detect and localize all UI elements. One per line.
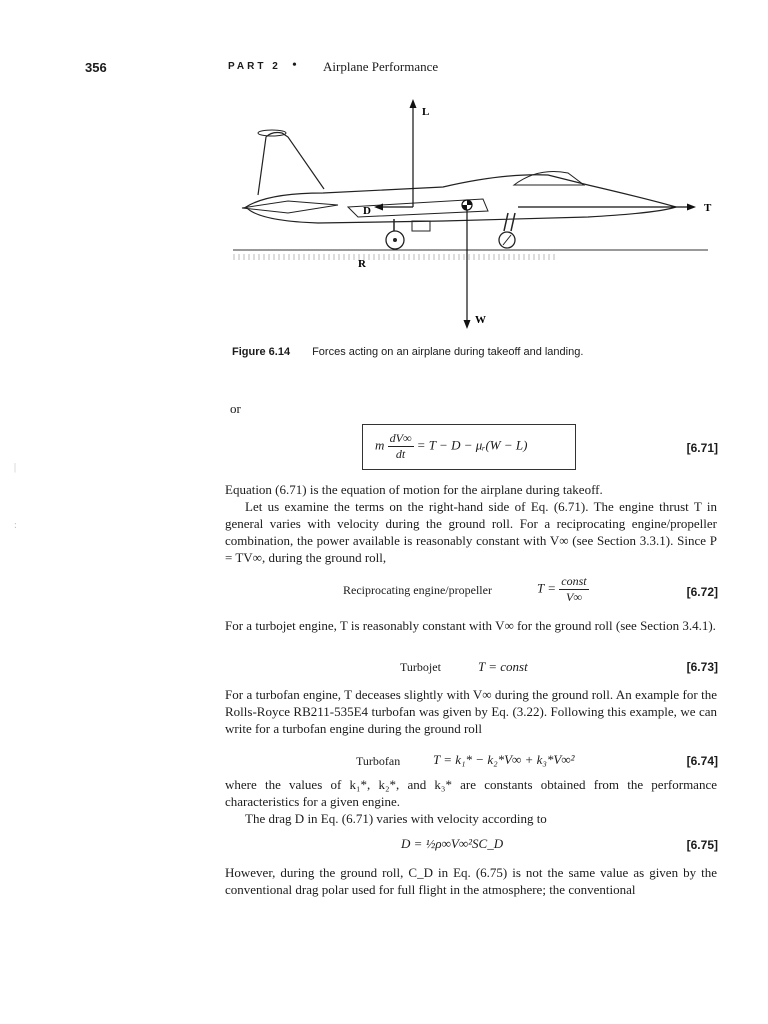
- drag-label: D: [363, 205, 371, 217]
- eq672-number: [6.72]: [686, 585, 718, 599]
- eq674-number: [6.74]: [686, 754, 718, 768]
- airplane-tail: [258, 133, 324, 196]
- equation-6-71-box: [362, 424, 576, 470]
- paragraph-2: Let us examine the terms on the right-hand side of Eq. (6.71). The engine thrust T in general varies with velocity during the ground roll. For a reciprocating engine/propeller combination, the power available is reasonably constant with V∞ (see Section 3.3.1). Since P = TV∞, during the ground roll,: [225, 499, 717, 565]
- eq673-expression: T = const: [478, 659, 528, 674]
- margin-mark: |: [14, 462, 17, 473]
- margin-mark: :: [14, 520, 17, 531]
- running-title: Airplane Performance: [323, 59, 439, 74]
- paragraph-3: For a turbojet engine, T is reasonably constant with V∞ for the ground roll (see Section 3.4.1).: [225, 618, 716, 633]
- paragraph-7: However, during the ground roll, C_D in Eq. (6.75) is not the same value as given by the conventional drag polar used for full flight in the atmosphere; the conventional: [225, 865, 717, 897]
- eq672-expression: T = $\frac{\text{const}}{V\infty}$: [537, 574, 587, 604]
- eq674-label: Turbofan: [356, 754, 401, 768]
- figure-airplane-forces: [228, 95, 728, 335]
- caption-text: Forces acting on an airplane during takeoff and landing.: [312, 346, 584, 358]
- airplane-fuselage: [246, 175, 676, 223]
- eq673-label: Turbojet: [400, 660, 441, 674]
- page-number: 356: [85, 60, 107, 75]
- or-text: or: [230, 401, 241, 416]
- caption-number: Figure 6.14: [232, 346, 291, 358]
- eq674-expression: T = k₁* − k₂*V∞ + k₃*V∞²: [433, 752, 575, 767]
- paragraph-6: The drag D in Eq. (6.71) varies with velocity according to: [245, 811, 547, 826]
- paragraph-1: Equation (6.71) is the equation of motion for the airplane during takeoff.: [225, 482, 603, 497]
- paragraph-4: For a turbofan engine, T deceases slightly with V∞ during the ground roll. An example for the Rolls-Royce RB211-535E4 turbofan was given by Eq. (3.22). Following this example, we can write for a turbofan engine during the ground roll: [225, 687, 717, 736]
- eq671-number: [6.71]: [686, 441, 718, 455]
- eq675-number: [6.75]: [686, 838, 718, 852]
- eq675-expression: D = ½ρ∞V∞²SC_D: [401, 836, 504, 851]
- friction-label: R: [358, 258, 366, 270]
- eq671-rhs: = T − D − μᵣ(W − L): [416, 437, 528, 453]
- paragraph-5: where the values of k₁*, k₂*, and k₃* are constants obtained from the performance characteristics for a given engine.: [225, 777, 717, 809]
- lift-label: L: [422, 106, 430, 118]
- weight-label: W: [475, 314, 486, 326]
- header-bullet: •: [292, 58, 297, 73]
- airplane-canopy: [514, 172, 584, 186]
- eq673-number: [6.73]: [686, 660, 718, 674]
- eq671-fraction: $\frac{dV\infty}{dt}$: [389, 431, 412, 461]
- eq672-label: Reciprocating engine/propeller: [343, 583, 492, 597]
- part-label: PART 2: [228, 61, 281, 72]
- figure-caption: [232, 346, 583, 358]
- thrust-label: T: [704, 202, 712, 214]
- eq671-m: m: [375, 437, 385, 453]
